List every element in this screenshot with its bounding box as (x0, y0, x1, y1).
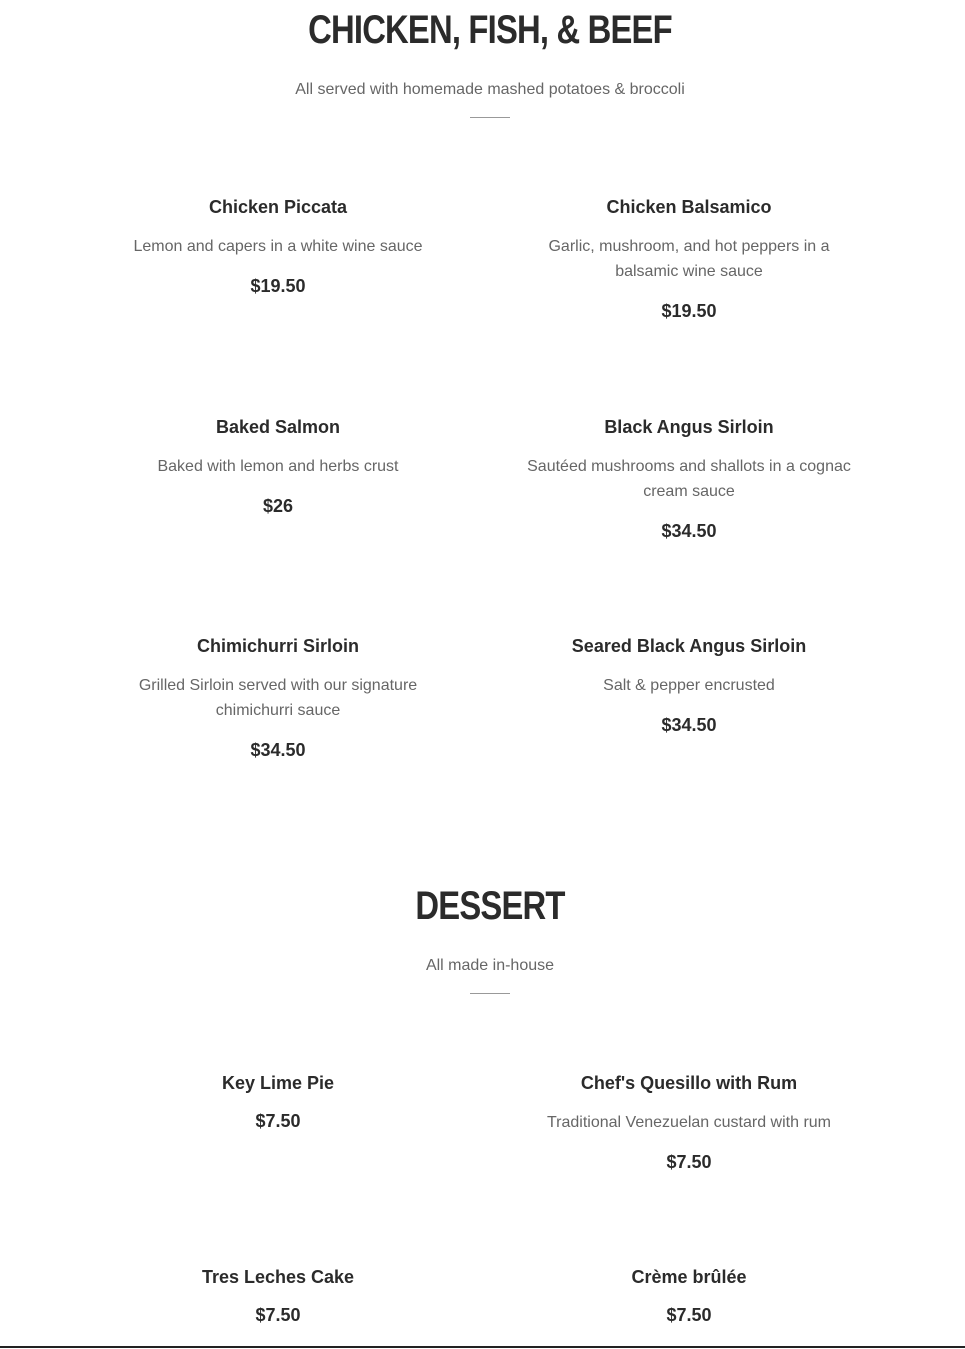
item-name: Black Angus Sirloin (604, 417, 774, 437)
item-price: $19.50 (250, 276, 306, 296)
item-name: Chimichurri Sirloin (196, 636, 360, 656)
item-name: Chicken Balsamico (606, 197, 772, 217)
menu-item (113, 635, 443, 761)
item-name: Crème brûlée (631, 1267, 747, 1287)
item-name: Tres Leches Cake (201, 1267, 355, 1287)
item-description: Sautéed mushrooms and shallots in a cognac cream sauce (527, 458, 851, 500)
item-name: Seared Black Angus Sirloin (571, 636, 807, 656)
item-description: Traditional Venezuelan custard with rum (547, 1114, 831, 1131)
menu-item (524, 635, 854, 736)
item-description: Grilled Sirloin served with our signature chimichurri sauce (138, 677, 418, 719)
menu-item (524, 1072, 854, 1173)
item-description: Baked with lemon and herbs crust (157, 458, 399, 475)
item-name: Baked Salmon (215, 417, 341, 437)
section-subtitle-mains: All served with homemade mashed potatoes & broccoli (295, 81, 685, 98)
bottom-border (0, 1346, 965, 1348)
item-price: $7.50 (666, 1152, 712, 1172)
item-price: $26 (262, 496, 294, 516)
menu-item (524, 1266, 854, 1326)
item-price: $7.50 (666, 1305, 712, 1325)
item-description: Salt & pepper encrusted (603, 677, 775, 694)
menu-item (113, 1072, 443, 1132)
item-price: $34.50 (661, 521, 717, 541)
item-price: $34.50 (661, 715, 717, 735)
item-name: Key Lime Pie (221, 1073, 335, 1093)
item-name: Chef's Quesillo with Rum (580, 1073, 798, 1093)
menu-item (113, 1266, 443, 1326)
section-title-dessert: DESSERT (415, 884, 565, 928)
menu-item (524, 196, 854, 322)
item-name: Chicken Piccata (208, 197, 348, 217)
item-description: Garlic, mushroom, and hot peppers in a balsamic wine sauce (548, 238, 830, 280)
item-price: $7.50 (255, 1111, 301, 1131)
menu-item (113, 196, 443, 297)
section-divider (470, 117, 510, 118)
section-title-mains: CHICKEN, FISH, & BEEF (308, 8, 672, 52)
section-subtitle-dessert: All made in-house (425, 957, 555, 974)
item-price: $19.50 (661, 301, 717, 321)
menu-item (524, 416, 854, 542)
item-description: Lemon and capers in a white wine sauce (133, 238, 423, 255)
menu-item (113, 416, 443, 517)
item-price: $34.50 (250, 740, 306, 760)
item-price: $7.50 (255, 1305, 301, 1325)
section-divider (470, 993, 510, 994)
